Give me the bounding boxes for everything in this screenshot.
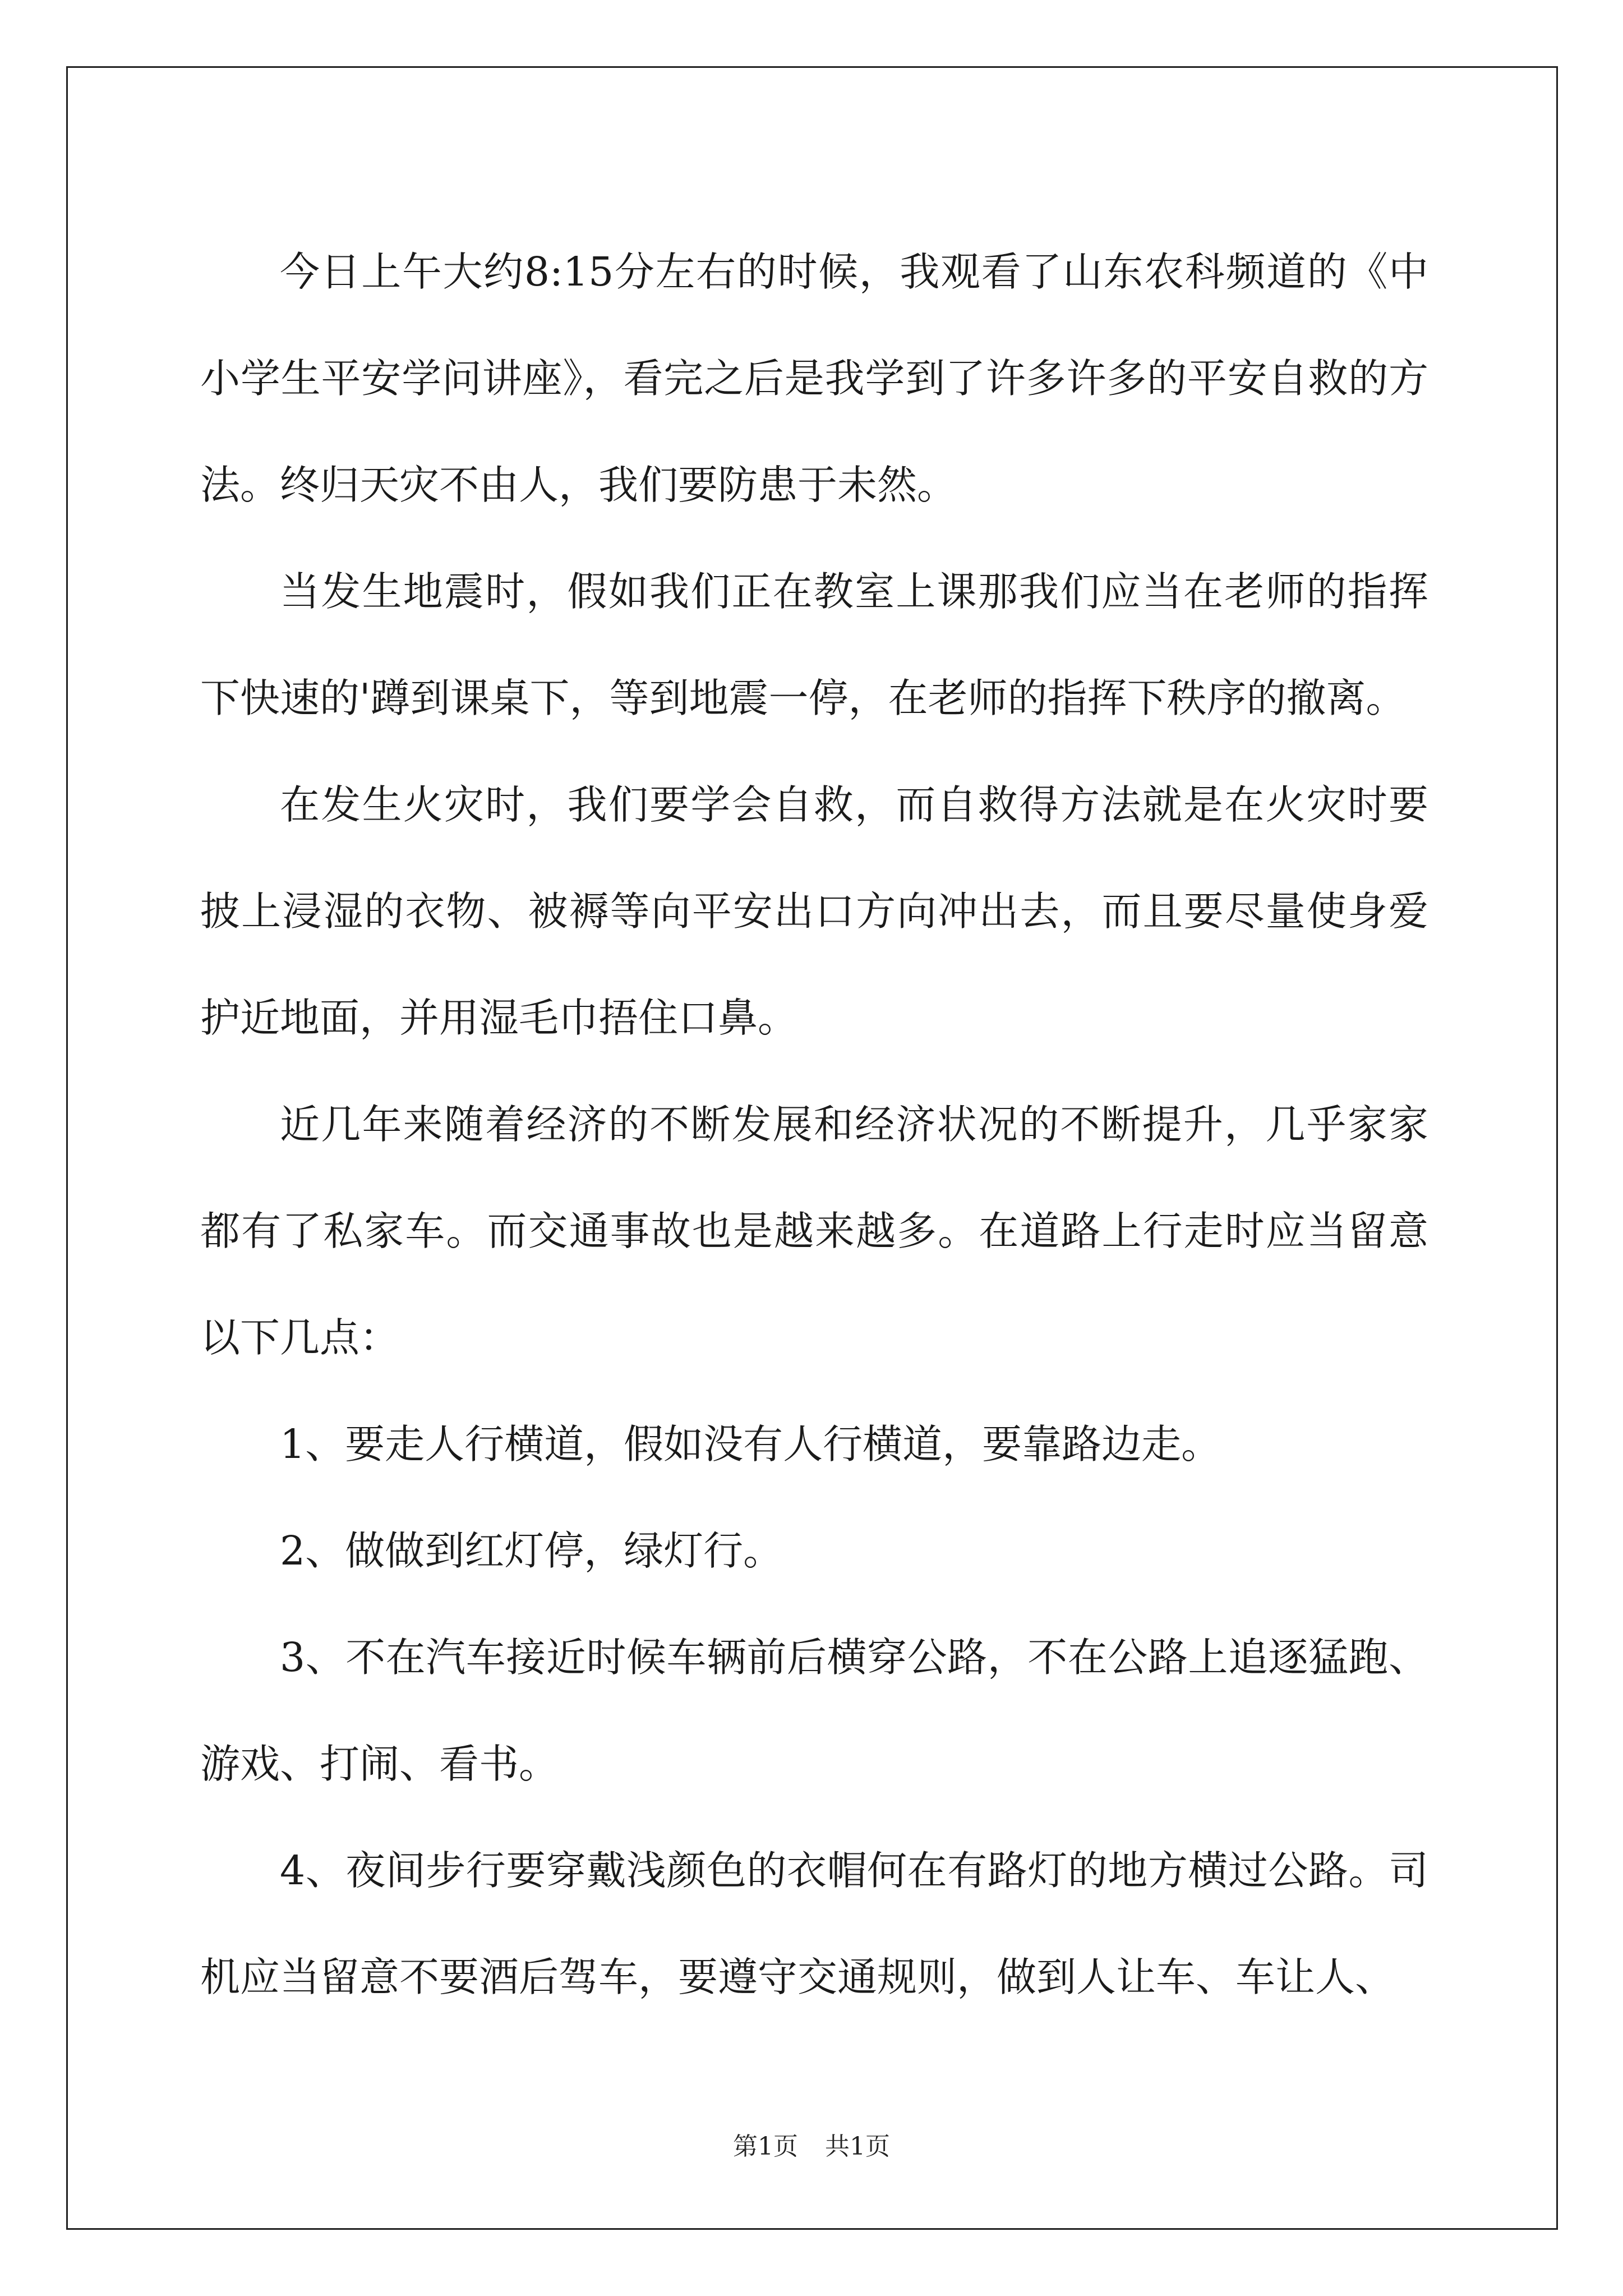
page-footer xyxy=(0,2126,1623,2162)
paragraph: 当发生地震时，假如我们正在教室上课那我们应当在老师的指挥下快速的'蹲到课桌下，等到地震一停，在老师的指挥下秩序的撤离。 xyxy=(200,568,1428,721)
list-item: 4、夜间步行要穿戴浅颜色的衣帽何在有路灯的地方横过公路。司机应当留意不要酒后驾车，要遵守交通规则，做到人让车、车让人、 xyxy=(200,1847,1428,2000)
list-item: 2、做做到红灯停，绿灯行。 xyxy=(280,1527,783,1574)
page-number: 第1页 xyxy=(733,2132,798,2161)
list-item: 3、不在汽车接近时候车辆前后横穿公路，不在公路上追逐猛跑、游戏、打闹、看书。 xyxy=(200,1634,1428,1787)
paragraph: 近几年来随着经济的不断发展和经济状况的不断提升，几乎家家都有了私家车。而交通事故也是越来越多。在道路上行走时应当留意以下几点： xyxy=(200,1101,1428,1361)
paragraph: 在发生火灾时，我们要学会自救，而自救得方法就是在火灾时要披上浸湿的衣物、被褥等向平安出口方向冲出去，而且要尽量使身爱护近地面，并用湿毛巾捂住口鼻。 xyxy=(200,781,1428,1041)
page-total: 共1页 xyxy=(825,2132,890,2161)
paragraph: 今日上午大约8:15分左右的时候，我观看了山东农科频道的《中小学生平安学问讲座》，看完之后是我学到了许多许多的平安自救的方法。终归天灾不由人，我们要防患于未然。 xyxy=(200,249,1428,508)
list-item: 1、要走人行横道，假如没有人行横道，要靠路边走。 xyxy=(280,1421,1221,1467)
document-body xyxy=(200,219,1428,2031)
